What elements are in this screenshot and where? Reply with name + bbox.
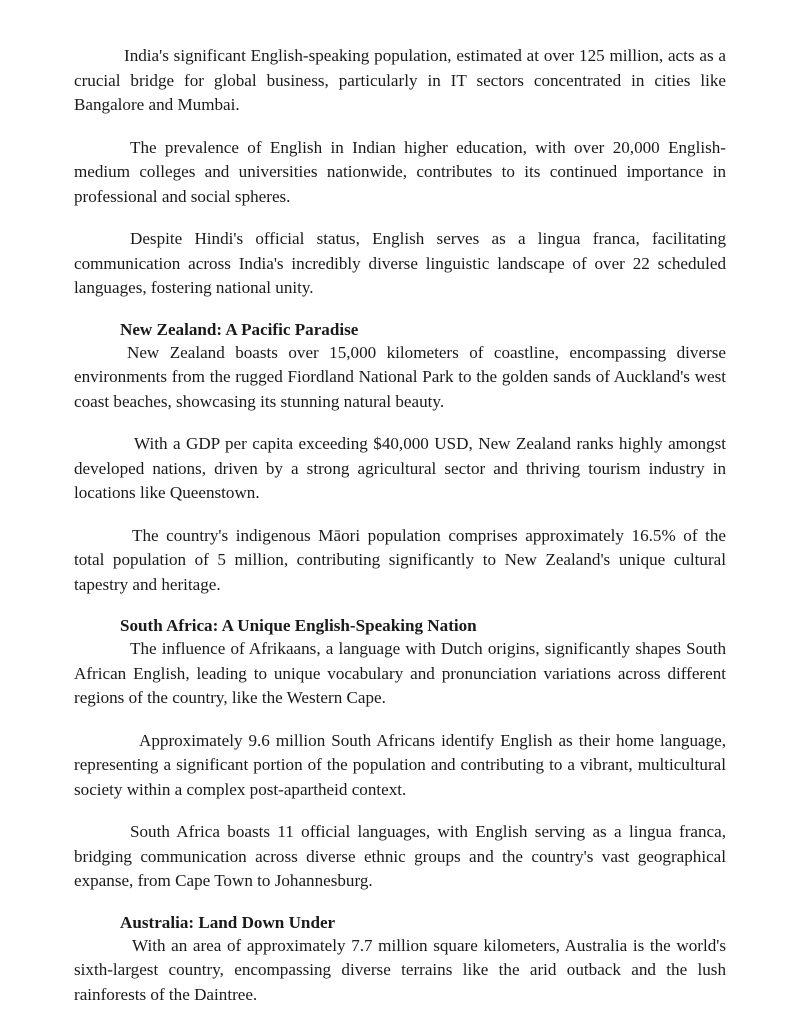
south-africa-heading: South Africa: A Unique English-Speaking Nation xyxy=(120,616,477,635)
south-africa-paragraph-1: The influence of Afrikaans, a language with Dutch origins, significantly shapes South African English, leading to unique vocabulary and pronunciation variations across different regions of the country, like the Western Cape. xyxy=(74,639,726,707)
new-zealand-paragraph-3: The country's indigenous Māori population comprises approximately 16.5% of the total population of 5 million, contributing significantly to New Zealand's unique cultural tapestry and heritage. xyxy=(74,525,726,594)
new-zealand-paragraph-2: With a GDP per capita exceeding $40,000 USD, New Zealand ranks highly amongst developed nations, driven by a strong agricultural sector and thriving tourism industry in locations like Queenstown. xyxy=(74,434,726,502)
australia-heading: Australia: Land Down Under xyxy=(120,912,336,932)
new-zealand-paragraph-1: New Zealand boasts over 15,000 kilometers of coastline, encompassing diverse environments from the rugged Fiordland National Park to the golden sands of Auckland's west coast beaches, showcasing its stunning natural beauty. xyxy=(74,342,726,411)
south-africa-paragraph-3: South Africa boasts 11 official languages, with English serving as a lingua franca, bridging communication across diverse ethnic groups and the country's vast geographical expanse, from Cape Town to Johannesburg. xyxy=(74,822,726,890)
india-paragraph-3: Despite Hindi's official status, English serves as a lingua franca, facilitating communication across India's incredibly diverse linguistic landscape of over 22 scheduled languages, fostering national unity. xyxy=(74,229,726,297)
india-paragraph-1: India's significant English-speaking population, estimated at over 125 million, acts as a crucial bridge for global business, particularly in IT sectors concentrated in cities like Bangalore and Mumbai. xyxy=(74,46,726,114)
new-zealand-heading: New Zealand: A Pacific Paradise xyxy=(120,319,359,339)
south-africa-paragraph-2: Approximately 9.6 million South Africans identify English as their home language, representing a significant portion of the population and contributing to a vibrant, multicultural society within a complex post-apartheid context. xyxy=(74,730,726,799)
india-paragraph-2: The prevalence of English in Indian higher education, with over 20,000 English-medium colleges and universities nationwide, contributes to its continued importance in professional and social spheres. xyxy=(74,137,726,206)
australia-paragraph-1: With an area of approximately 7.7 million square kilometers, Australia is the world's sixth-largest country, encompassing diverse terrains like the arid outback and the lush rainforests of the Daintree. xyxy=(74,935,726,1004)
document-page xyxy=(74,44,726,1007)
